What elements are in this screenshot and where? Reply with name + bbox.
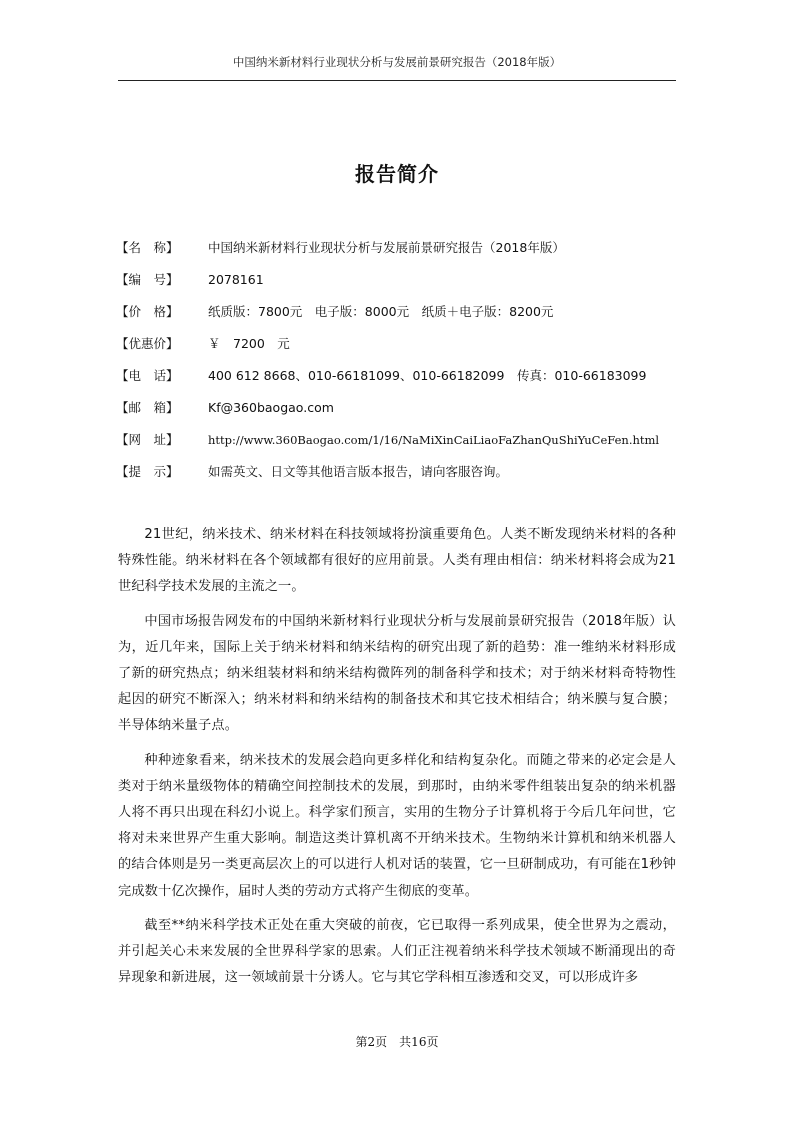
- info-row-phone: [116, 366, 696, 398]
- body-paragraph: 中国市场报告网发布的中国纳米新材料行业现状分析与发展前景研究报告（2018年版）认为，近几年来，国际上关于纳米材料和纳米结构的研究出现了新的趋势：准一维纳米材料形成了新的研究热点；纳米组装材料和纳米结构微阵列的制备科学和技术；对于纳米材料奇特物性起因的研究不断深入；纳米材料和纳米结构的制备技术和其它技术相结合；纳米膜与复合膜；半导体纳米量子点。: [118, 613, 676, 734]
- email-link[interactable]: Kf@360baogao.com: [208, 400, 334, 415]
- info-label: 【名 称】: [116, 240, 179, 255]
- info-row-price: [116, 302, 696, 334]
- info-row-url: [116, 430, 696, 462]
- info-row-tip: [116, 462, 696, 494]
- info-label: 【优惠价】: [116, 336, 179, 351]
- info-row-email: [116, 398, 696, 430]
- info-label: 【网 址】: [116, 432, 179, 447]
- page-number: 第2页 共16页: [355, 1035, 439, 1049]
- info-label: 【提 示】: [116, 464, 179, 479]
- body-paragraph: 21世纪，纳米技术、纳米材料在科技领域将扮演重要角色。人类不断发现纳米材料的各种特殊性能。纳米材料在各个领域都有很好的应用前景。人类有理由相信：纳米材料将会成为21世纪科学技术发展的主流之一。: [118, 527, 676, 595]
- running-header: 中国纳米新材料行业现状分析与发展前景研究报告（2018年版）: [232, 55, 562, 69]
- info-row-name: [116, 238, 696, 270]
- discount-price: ￥ 7200 元: [208, 336, 290, 351]
- report-info-list: [116, 238, 696, 494]
- body-paragraph: 截至**纳米科学技术正处在重大突破的前夜，它已取得一系列成果，使全世界为之震动，并引起关心未来发展的全世界科学家的思索。人们正注视着纳米科学技术领域不断涌现出的奇异现象和新进展，这一领域前景十分诱人。它与其它学科相互渗透和交叉，可以形成许多: [118, 917, 676, 986]
- report-summary: [118, 522, 676, 999]
- header-divider: [118, 80, 676, 81]
- info-label: 【电 话】: [116, 368, 179, 383]
- report-price: 纸质版：7800元 电子版：8000元 纸质＋电子版：8200元: [208, 304, 554, 319]
- info-label: 【编 号】: [116, 272, 179, 287]
- info-label: 【邮 箱】: [116, 400, 179, 415]
- report-number: 2078161: [208, 272, 264, 287]
- report-name: 中国纳米新材料行业现状分析与发展前景研究报告（2018年版）: [208, 240, 565, 255]
- phone-numbers: 400 612 8668、010-66181099、010-66182099 传真：010-66183099: [208, 368, 647, 383]
- page-title: 报告简介: [355, 162, 439, 186]
- info-label: 【价 格】: [116, 304, 179, 319]
- body-paragraph: 种种迹象看来，纳米技术的发展会趋向更多样化和结构复杂化。而随之带来的必定会是人类对于纳米量级物体的精确空间控制技术的发展，到那时，由纳米零件组装出复杂的纳米机器人将不再只出现在科幻小说上。科学家们预言，实用的生物分子计算机将于今后几年问世，它将对未来世界产生重大影响。制造这类计算机离不开纳米技术。生物纳米计算机和纳米机器人的结合体则是另一类更高层次上的可以进行人机对话的装置，它一旦研制成功，有可能在1秒钟完成数十亿次操作，届时人类的劳动方式将产生彻底的变革。: [118, 752, 676, 899]
- tip-text: 如需英文、日文等其他语言版本报告，请向客服咨询。: [208, 464, 509, 479]
- info-row-discount: [116, 334, 696, 366]
- website-link[interactable]: http://www.360Baogao.com/1/16/NaMiXinCaiLiaoFaZhanQuShiYuCeFen.html: [208, 433, 660, 447]
- info-row-number: [116, 270, 696, 302]
